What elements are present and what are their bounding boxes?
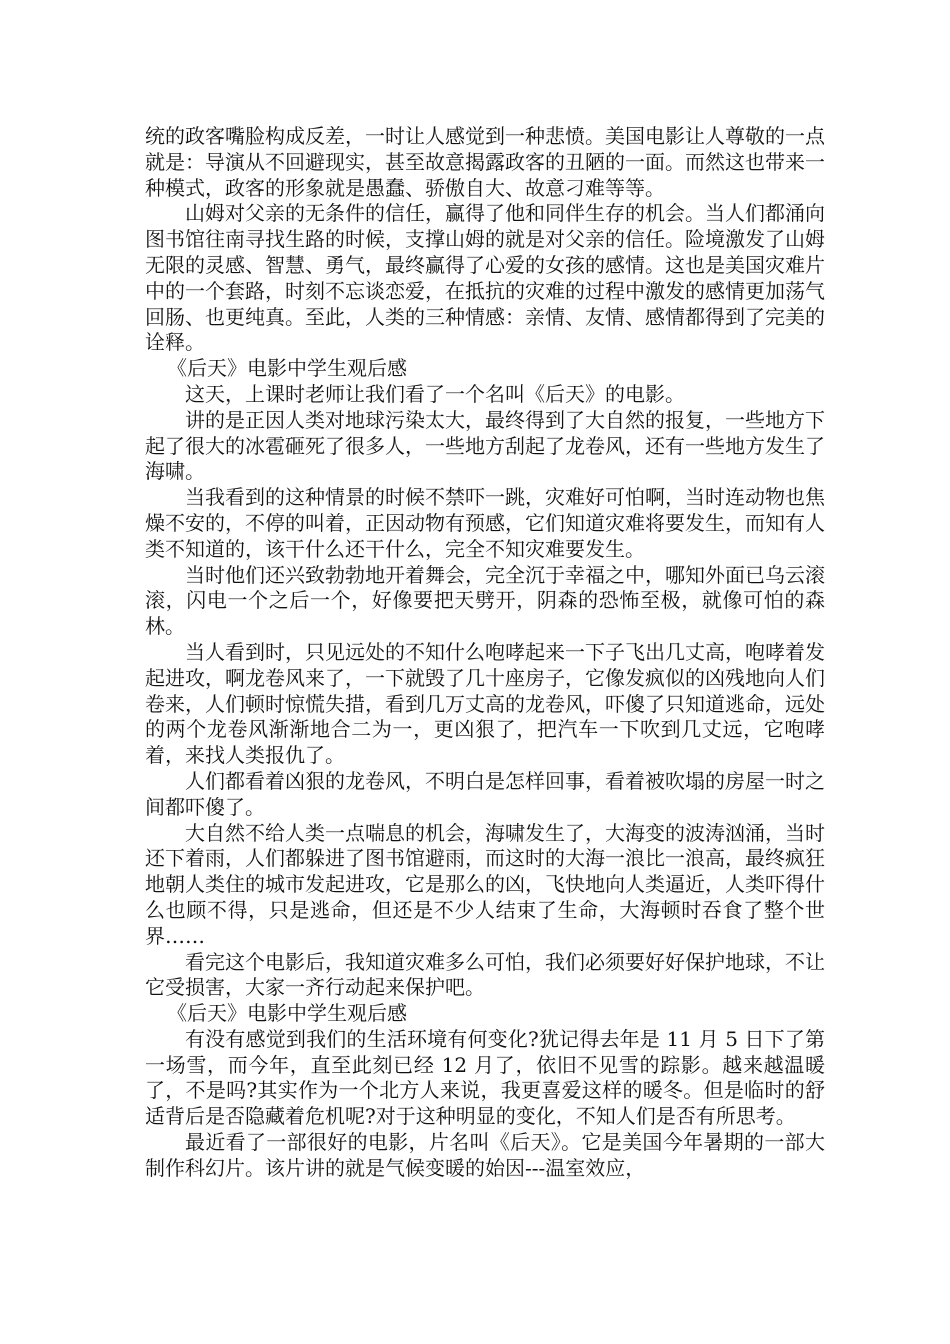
paragraph: 人们都看着凶狠的龙卷风，不明白是怎样回事，看着被吹塌的房屋一时之间都吓傻了。 bbox=[145, 768, 825, 819]
document-page bbox=[145, 124, 825, 1182]
paragraph: 这天，上课时老师让我们看了一个名叫《后天》的电影。 bbox=[185, 381, 685, 406]
section-heading: 《后天》电影中学生观后感 bbox=[167, 1001, 407, 1026]
paragraph: 大自然不给人类一点喘息的机会，海啸发生了，大海变的波涛汹涌，当时还下着雨，人们都躲进了图书馆避雨，而这时的大海一浪比一浪高，最终疯狂地朝人类住的城市发起进攻，它是那么的凶，飞快地向人类逼近，人类吓得什么也顾不得，只是逃命，但还是不少人结束了生命，大海顿时吞食了整个世界…… bbox=[145, 820, 825, 948]
paragraph: 讲的是正因人类对地球污染太大，最终得到了大自然的报复，一些地方下起了很大的冰雹砸死了很多人，一些地方刮起了龙卷风，还有一些地方发生了海啸。 bbox=[145, 407, 825, 484]
paragraph: 统的政客嘴脸构成反差，一时让人感觉到一种悲愤。美国电影让人尊敬的一点就是：导演从不回避现实，甚至故意揭露政客的丑陋的一面。而然这也带来一种模式，政客的形象就是愚蠢、骄傲自大、故意刁难等等。 bbox=[145, 124, 825, 200]
section-heading: 《后天》电影中学生观后感 bbox=[167, 356, 407, 381]
paragraph: 有没有感觉到我们的生活环境有何变化?犹记得去年是 11 月 5 日下了第一场雪，而今年，直至此刻已经 12 月了，依旧不见雪的踪影。越来越温暖了，不是吗?其实作为一个北方人来说，我更喜爱这样的暖冬。但是临时的舒适背后是否隐藏着危机呢?对于这种明显的变化，不知人们是否有所思考。 bbox=[145, 1026, 825, 1129]
paragraph: 当我看到的这种情景的时候不禁吓一跳，灾难好可怕啊，当时连动物也焦燥不安的，不停的叫着，正因动物有预感，它们知道灾难将要发生，而知有人类不知道的，该干什么还干什么，完全不知灾难要发生。 bbox=[145, 485, 825, 561]
paragraph: 当人看到时，只见远处的不知什么咆哮起来一下子飞出几丈高，咆哮着发起进攻，啊龙卷风来了，一下就毁了几十座房子，它像发疯似的凶残地向人们卷来，人们顿时惊慌失措，看到几万丈高的龙卷风，吓傻了只知道逃命，远处的两个龙卷风渐渐地合二为一，更凶狠了，把汽车一下吹到几丈远，它咆哮着，来找人类报仇了。 bbox=[145, 639, 825, 768]
paragraph: 山姆对父亲的无条件的信任，赢得了他和同伴生存的机会。当人们都涌向图书馆往南寻找生路的时候，支撑山姆的就是对父亲的信任。险境激发了山姆无限的灵感、智慧、勇气，最终赢得了心爱的女孩的感情。这也是美国灾难片中的一个套路，时刻不忘谈恋爱，在抵抗的灾难的过程中激发的感情更加荡气回肠、也更纯真。至此，人类的三种情感：亲情、友情、感情都得到了完美的诠释。 bbox=[145, 201, 825, 355]
paragraph: 看完这个电影后，我知道灾难多么可怕，我们必须要好好保护地球，不让它受损害，大家一齐行动起来保护吧。 bbox=[145, 949, 825, 1000]
paragraph: 当时他们还兴致勃勃地开着舞会，完全沉于幸福之中，哪知外面已乌云滚滚，闪电一个之后一个，好像要把天劈开，阴森的恐怖至极，就像可怕的森林。 bbox=[145, 562, 825, 639]
paragraph: 最近看了一部很好的电影，片名叫《后天》。它是美国今年暑期的一部大制作科幻片。该片讲的就是气候变暖的始因---温室效应， bbox=[145, 1130, 825, 1180]
